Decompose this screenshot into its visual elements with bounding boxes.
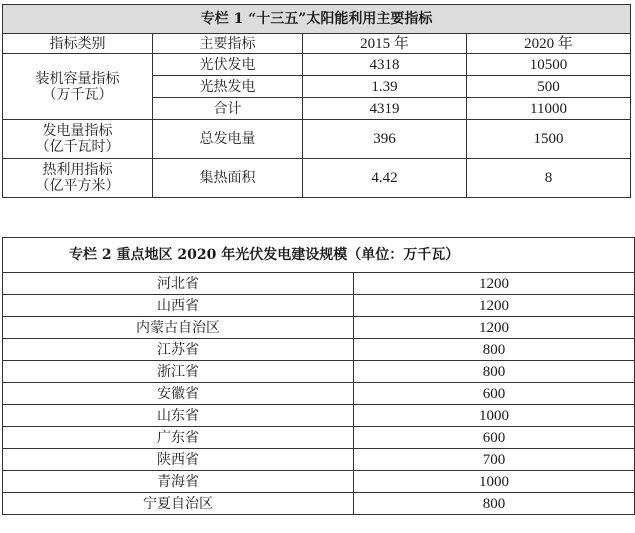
- solar-indicators-table: [2, 4, 631, 198]
- table-row: [3, 493, 635, 515]
- region-cell: 青海省: [3, 471, 354, 493]
- table2-title: 专栏 2 重点地区 2020 年光伏发电建设规模（单位：万千瓦）: [3, 238, 635, 273]
- header-2020: 2020 年: [467, 34, 631, 54]
- table-row: [3, 383, 635, 405]
- region-cell: 宁夏自治区: [3, 493, 354, 515]
- table-row: [3, 159, 631, 198]
- capacity-cell: 1200: [354, 317, 635, 339]
- value-2020: 11000: [467, 98, 631, 120]
- capacity-cell: 600: [354, 427, 635, 449]
- indicator-cell: 集热面积: [153, 159, 303, 198]
- value-2015: 1.39: [303, 76, 467, 98]
- value-2015: 4319: [303, 98, 467, 120]
- table-row: [3, 471, 635, 493]
- capacity-cell: 800: [354, 493, 635, 515]
- capacity-cell: 600: [354, 383, 635, 405]
- regional-pv-table: [2, 237, 635, 515]
- header-indicator: 主要指标: [153, 34, 303, 54]
- capacity-cell: 800: [354, 361, 635, 383]
- value-2015: 4318: [303, 54, 467, 76]
- region-cell: 山西省: [3, 295, 354, 317]
- table-row: [3, 54, 631, 76]
- value-2020: 10500: [467, 54, 631, 76]
- indicator-cell: 总发电量: [153, 120, 303, 159]
- table1-title: 专栏 1 “十三五”太阳能利用主要指标: [3, 5, 631, 34]
- value-2015: 4.42: [303, 159, 467, 198]
- table-row: [3, 295, 635, 317]
- table-row: [3, 339, 635, 361]
- capacity-cell: 800: [354, 339, 635, 361]
- category-unit: （万千瓦）: [42, 86, 113, 103]
- header-2015: 2015 年: [303, 34, 467, 54]
- table-row: [3, 120, 631, 159]
- region-cell: 安徽省: [3, 383, 354, 405]
- category-unit: （亿千瓦时）: [35, 139, 120, 155]
- table-row: [3, 427, 635, 449]
- indicator-cell: 光伏发电: [153, 54, 303, 76]
- category-heat: [3, 159, 153, 198]
- table-row: [3, 273, 635, 295]
- value-2020: 1500: [467, 120, 631, 159]
- category-unit: （亿平方米）: [35, 178, 120, 194]
- category-generation: [3, 120, 153, 159]
- category-capacity: [3, 54, 153, 120]
- indicator-cell: 合计: [153, 98, 303, 120]
- region-cell: 山东省: [3, 405, 354, 427]
- capacity-cell: 1000: [354, 471, 635, 493]
- region-cell: 陕西省: [3, 449, 354, 471]
- value-2020: 8: [467, 159, 631, 198]
- table-row: [3, 361, 635, 383]
- region-cell: 广东省: [3, 427, 354, 449]
- capacity-cell: 700: [354, 449, 635, 471]
- table-row: [3, 405, 635, 427]
- capacity-cell: 1200: [354, 295, 635, 317]
- table-row: [3, 317, 635, 339]
- category-label: 热利用指标: [42, 162, 113, 178]
- category-label: 发电量指标: [42, 123, 113, 139]
- region-cell: 江苏省: [3, 339, 354, 361]
- region-cell: 河北省: [3, 273, 354, 295]
- indicator-cell: 光热发电: [153, 76, 303, 98]
- category-label: 装机容量指标: [35, 70, 120, 87]
- table-row: [3, 449, 635, 471]
- capacity-cell: 1200: [354, 273, 635, 295]
- value-2015: 396: [303, 120, 467, 159]
- region-cell: 内蒙古自治区: [3, 317, 354, 339]
- value-2020: 500: [467, 76, 631, 98]
- capacity-cell: 1000: [354, 405, 635, 427]
- header-category: 指标类别: [3, 34, 153, 54]
- region-cell: 浙江省: [3, 361, 354, 383]
